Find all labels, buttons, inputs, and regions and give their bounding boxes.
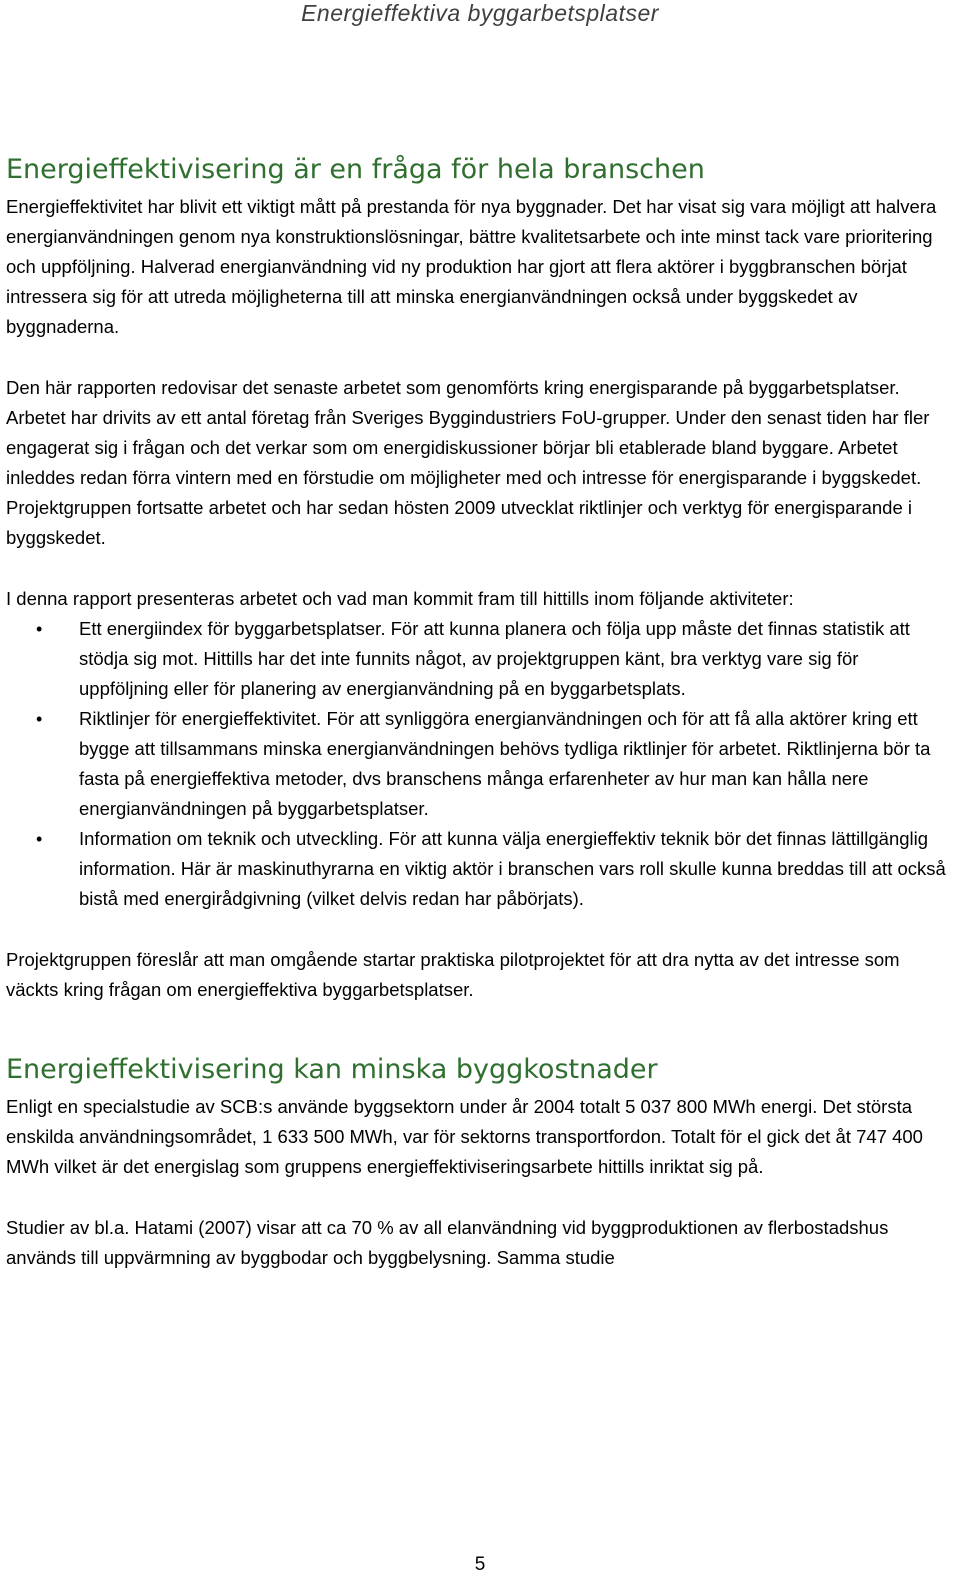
list-item (6, 704, 950, 824)
list-item (6, 824, 950, 914)
bullet-icon: • (36, 619, 43, 639)
paragraph-3: I denna rapport presenteras arbetet och vad man kommit fram till hittills inom följande aktiviteter: (6, 588, 794, 609)
paragraph-6: Studier av bl.a. Hatami (2007) visar att ca 70 % av all elanvändning vid byggproduktionen av flerbostadshus används till uppvärmning av byggbodar och byggbelysning. Samma studie (6, 1217, 889, 1268)
list-item (6, 614, 950, 704)
section-heading-1: Energieffektivisering är en fråga för hela branschen (6, 154, 705, 185)
paragraph-1: Energieffektivitet har blivit ett viktigt mått på prestanda för nya byggnader. Det har visat sig vara möjligt att halvera energianvändningen genom nya konstruktionslösningar, bättre kvalitetsarbete och inte minst tack vare prioritering och uppföljning. Halverad energianvändning vid ny produktion har gjort att flera aktörer i byggbranschen börjat intressera sig för att utreda möjligheterna till att minska energianvändningen också under byggskedet av byggnaderna. (6, 196, 937, 337)
page-number: 5 (474, 1554, 486, 1575)
list-item-text: Ett energiindex för byggarbetsplatser. För att kunna planera och följa upp måste det finnas statistik att stödja sig mot. Hittills har det inte funnits något, av projektgruppen känt, bra verktyg vare sig för uppföljning eller för planering av energianvändning på en byggarbetsplats. (79, 618, 910, 699)
list-item-text: Information om teknik och utveckling. För att kunna välja energieffektiv teknik bör det finnas lättillgänglig information. Här är maskinuthyrarna en viktig aktör i branschen vars roll skulle kunna breddas till att också bistå med energirådgivning (vilket delvis redan har påbörjats). (79, 828, 946, 909)
paragraph-5: Enligt en specialstudie av SCB:s använde byggsektorn under år 2004 totalt 5 037 800 MWh energi. Det största enskilda användningsområdet, 1 633 500 MWh, var för sektorns transportfordon. Totalt för el gick det åt 747 400 MWh vilket är det energislag som gruppens energieffektiviseringsarbete hittills inriktat sig på. (6, 1096, 923, 1177)
paragraph-2: Den här rapporten redovisar det senaste arbetet som genomförts kring energisparande på byggarbetsplatser. Arbetet har drivits av ett antal företag från Sveriges Byggindustriers FoU-grupper. Under den senast tiden har fler engagerat sig i frågan och det verkar som om energidiskussioner börjar bli etablerade bland byggare. Arbetet inleddes redan förra vintern med en förstudie om möjligheter med och intresse för energisparande i byggskedet. Projektgruppen fortsatte arbetet och har sedan hösten 2009 utvecklat riktlinjer och verktyg för energisparande i byggskedet. (6, 377, 930, 548)
list-item-text: Riktlinjer för energieffektivitet. För att synliggöra energianvändningen och för att få alla aktörer kring ett bygge att tillsammans minska energianvändningen behövs tydliga riktlinjer för arbetet. Riktlinjerna bör ta fasta på energieffektiva metoder, dvs branschens många erfarenheter av hur man kan hålla nere energianvändningen på byggarbetsplatser. (79, 708, 931, 819)
section-heading-2: Energieffektivisering kan minska byggkostnader (6, 1054, 658, 1085)
document-body (6, 148, 950, 1273)
running-header: Energieffektiva byggarbetsplatser (301, 0, 659, 26)
bullet-icon: • (36, 709, 43, 729)
paragraph-4: Projektgruppen föreslår att man omgående startar praktiska pilotprojektet för att dra nytta av det intresse som väckts kring frågan om energieffektiva byggarbetsplatser. (6, 949, 900, 1000)
activity-list (6, 614, 950, 914)
bullet-icon: • (36, 829, 43, 849)
